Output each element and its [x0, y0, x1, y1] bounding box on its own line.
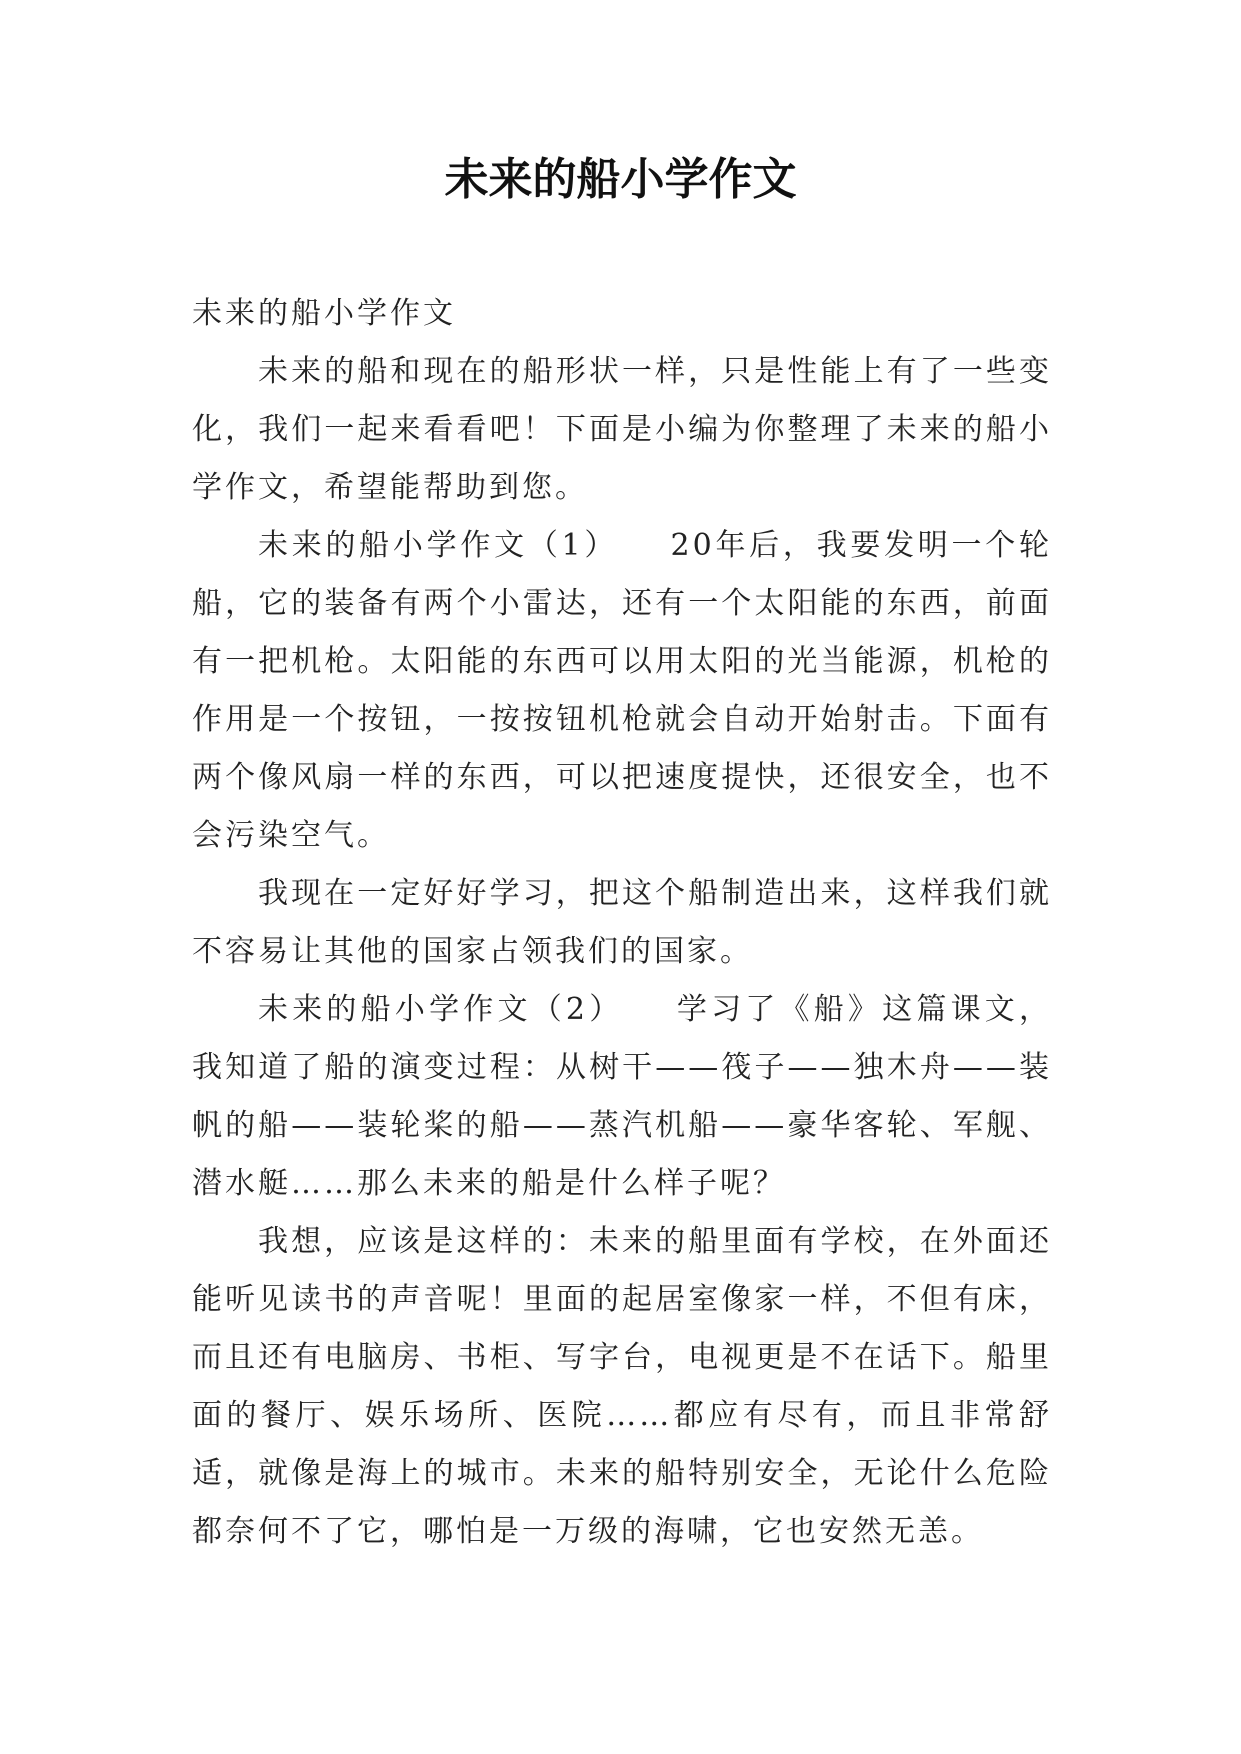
paragraph-essay-2: 未来的船小学作文（2） 学习了《船》这篇课文，我知道了船的演变过程：从树干——筏子——独木舟——装帆的船——装轮桨的船——蒸汽机船——豪华客轮、军舰、潜水艇……那么未来的船是什么样子呢？ [192, 992, 1052, 1201]
paragraph-essay-2-continued: 我想，应该是这样的：未来的船里面有学校，在外面还能听见读书的声音呢！里面的起居室像家一样，不但有床，而且还有电脑房、书柜、写字台，电视更是不在话下。船里面的餐厅、娱乐场所、医院……都应有尽有，而且非常舒适，就像是海上的城市。未来的船特别安全，无论什么危险都奈何不了它，哪怕是一万级的海啸，它也安然无恙。 [192, 1224, 1052, 1549]
paragraph-essay-1-continued: 我现在一定好好学习，把这个船制造出来，这样我们就不容易让其他的国家占领我们的国家。 [192, 876, 1052, 969]
document-body [192, 285, 1052, 1561]
paragraph-subtitle: 未来的船小学作文 [192, 296, 456, 331]
document-title: 未来的船小学作文 [444, 154, 797, 205]
paragraph-essay-1: 未来的船小学作文（1） 20年后，我要发明一个轮船，它的装备有两个小雷达，还有一个太阳能的东西，前面有一把机枪。太阳能的东西可以用太阳的光当能源，机枪的作用是一个按钮，一按按钮机枪就会自动开始射击。下面有两个像风扇一样的东西，可以把速度提快，还很安全，也不会污染空气。 [192, 528, 1052, 853]
paragraph-intro: 未来的船和现在的船形状一样，只是性能上有了一些变化，我们一起来看看吧！下面是小编为你整理了未来的船小学作文，希望能帮助到您。 [192, 354, 1052, 505]
